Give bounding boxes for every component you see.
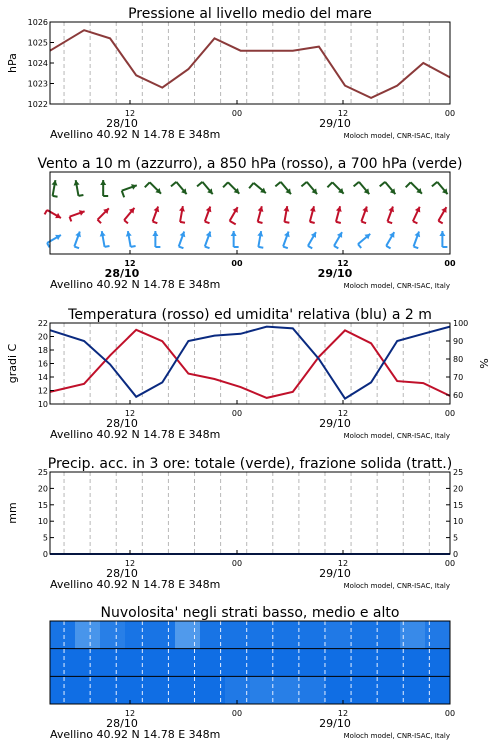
cloud-cell <box>200 649 225 677</box>
y-tick-label: 5 <box>42 533 48 543</box>
y-axis-label: hPa <box>6 53 19 73</box>
x-tick-label: 00 <box>231 559 243 568</box>
wind-feather <box>230 221 236 225</box>
wind-feather <box>105 246 110 247</box>
x-tick-label: 12 <box>337 109 349 118</box>
cloud-cell <box>275 649 300 677</box>
wind-feather <box>258 247 263 248</box>
x-date-label: 29/10 <box>319 117 351 130</box>
x-date-label: 28/10 <box>106 117 138 130</box>
wind-feather <box>387 222 392 224</box>
cloud-cell <box>200 676 225 704</box>
cloud-cell <box>275 676 300 704</box>
cloud-cell <box>50 676 75 704</box>
x-tick-label: 12 <box>337 409 349 418</box>
y-tick-label: 25 <box>37 468 48 477</box>
plot-frame <box>50 22 450 104</box>
wind-feather <box>283 247 288 249</box>
x-tick-label: 00 <box>231 259 243 268</box>
y2-tick-label: 90 <box>453 337 464 346</box>
cloud-cell <box>400 676 425 704</box>
wind-feather <box>361 222 366 224</box>
wind-feather <box>74 247 79 249</box>
y-tick-label: 1025 <box>27 38 48 48</box>
x-date-label: 29/10 <box>319 717 351 730</box>
wind-feather <box>438 221 442 224</box>
cloud-cell <box>100 621 125 649</box>
location-label: Avellino 40.92 N 14.78 E 348m <box>50 728 221 741</box>
cloud-cell <box>400 621 425 649</box>
wind-feather <box>171 182 176 186</box>
y-tick-label: 12 <box>37 386 48 396</box>
cloud-cell <box>425 621 450 649</box>
wind-feather <box>413 221 418 223</box>
wind-feather <box>153 222 158 224</box>
wind-feather <box>327 182 332 187</box>
wind-arrowhead <box>439 231 445 236</box>
plot-frame <box>50 472 450 554</box>
wind-feather <box>414 247 419 249</box>
x-tick-label: 12 <box>337 259 349 268</box>
x-tick-label: 00 <box>444 559 456 568</box>
panel-title: Vento a 10 m (azzurro), a 850 hPa (rosso), a 700 hPa (verde) <box>37 156 463 172</box>
x-date-label: 29/10 <box>319 567 351 580</box>
wind-feather <box>334 246 338 249</box>
wind-feather <box>275 182 280 186</box>
location-label: Avellino 40.92 N 14.78 E 348m <box>50 128 221 141</box>
x-tick-label: 00 <box>444 709 456 718</box>
wind-feather <box>336 222 341 223</box>
cloud-cell <box>375 676 400 704</box>
x-tick-label: 00 <box>444 409 456 418</box>
model-credit: Moloch model, CNR-ISAC, Italy <box>343 732 450 740</box>
y-tick-label: 1024 <box>27 59 48 68</box>
panel-cloud <box>50 605 455 741</box>
cloud-cell <box>300 621 325 649</box>
y-tick-label: 1026 <box>27 18 48 27</box>
cloud-cell <box>100 676 125 704</box>
x-tick-label: 00 <box>444 109 456 118</box>
y-tick-label: 10 <box>37 517 48 527</box>
panel-title: Pressione al livello medio del mare <box>128 6 372 22</box>
wind-feather <box>180 222 185 223</box>
cloud-cell <box>350 649 375 677</box>
y-tick-label: 1023 <box>27 79 48 89</box>
cloud-cell <box>50 649 75 677</box>
y2-tick-label: 25 <box>453 468 464 477</box>
y2-tick-label: 100 <box>453 319 469 328</box>
wind-feather <box>432 182 437 186</box>
cloud-cell <box>125 649 150 677</box>
cloud-cell <box>150 621 175 649</box>
x-date-label: 28/10 <box>106 567 138 580</box>
cloud-cell <box>375 649 400 677</box>
y-axis-label: gradi C <box>6 343 19 384</box>
series-line-0 <box>50 30 450 98</box>
cloud-cell <box>375 621 400 649</box>
location-label: Avellino 40.92 N 14.78 E 348m <box>50 578 221 591</box>
series-line-1 <box>50 327 450 399</box>
wind-feather <box>53 196 58 197</box>
y-tick-label: 1022 <box>27 100 48 109</box>
y2-tick-label: 10 <box>453 517 464 527</box>
wind-feather <box>47 243 50 247</box>
cloud-cell <box>250 621 275 649</box>
wind-feather <box>249 183 253 188</box>
x-date-label: 28/10 <box>106 717 138 730</box>
wind-feather <box>98 220 102 224</box>
y2-tick-label: 70 <box>453 373 464 382</box>
cloud-cell <box>75 621 100 649</box>
panel-title: Nuvolosita' negli strati basso, medio e alto <box>100 605 400 621</box>
model-credit: Moloch model, CNR-ISAC, Italy <box>343 582 450 590</box>
panel-title: Precip. acc. in 3 ore: totale (verde), frazione solida (tratt.) <box>47 456 453 472</box>
wind-arrowhead <box>100 180 106 185</box>
wind-feather <box>145 182 150 187</box>
x-tick-label: 12 <box>124 559 136 568</box>
location-label: Avellino 40.92 N 14.78 E 348m <box>50 428 221 441</box>
y-tick-label: 20 <box>37 484 48 494</box>
x-date-label: 29/10 <box>317 267 353 280</box>
cloud-cell <box>300 676 325 704</box>
wind-feather <box>45 210 48 214</box>
y-axis-label: mm <box>6 502 19 524</box>
y-tick-label: 22 <box>37 319 48 328</box>
y2-axis-label: % <box>478 358 491 369</box>
cloud-cell <box>275 621 300 649</box>
y-tick-label: 15 <box>37 500 48 510</box>
y2-tick-label: 15 <box>453 500 464 510</box>
cloud-cell <box>175 676 200 704</box>
wind-feather <box>70 217 72 222</box>
y-tick-label: 0 <box>42 550 48 559</box>
wind-feather <box>131 246 136 247</box>
wind-feather <box>284 222 289 223</box>
cloud-cell <box>425 649 450 677</box>
wind-feather <box>308 246 312 249</box>
y-tick-label: 16 <box>37 359 48 369</box>
cloud-cell <box>250 676 275 704</box>
wind-feather <box>406 182 411 187</box>
wind-feather <box>179 247 184 249</box>
x-tick-label: 12 <box>337 559 349 568</box>
x-tick-label: 12 <box>124 409 136 418</box>
cloud-cell <box>325 649 350 677</box>
y2-tick-label: 5 <box>453 533 459 543</box>
x-date-label: 28/10 <box>104 267 140 280</box>
x-tick-label: 00 <box>231 709 243 718</box>
cloud-cell <box>75 649 100 677</box>
cloud-cell <box>250 649 275 677</box>
wind-feather <box>197 182 202 186</box>
wind-feather <box>78 195 83 196</box>
model-credit: Moloch model, CNR-ISAC, Italy <box>343 282 450 290</box>
model-credit: Moloch model, CNR-ISAC, Italy <box>343 432 450 440</box>
wind-feather <box>358 244 361 248</box>
wind-feather <box>205 247 210 249</box>
cloud-cell <box>75 676 100 704</box>
cloud-cell <box>150 649 175 677</box>
wind-feather <box>380 182 385 186</box>
x-tick-label: 00 <box>231 109 243 118</box>
cloud-cell <box>150 676 175 704</box>
cloud-cell <box>425 676 450 704</box>
y2-tick-label: 80 <box>453 355 464 364</box>
x-tick-label: 00 <box>444 259 456 268</box>
x-tick-label: 12 <box>124 709 136 718</box>
location-label: Avellino 40.92 N 14.78 E 348m <box>50 278 221 291</box>
wind-feather <box>386 246 390 249</box>
panel-temp_rh <box>6 307 491 441</box>
y-tick-label: 18 <box>37 346 48 355</box>
x-date-label: 29/10 <box>319 417 351 430</box>
panel-pressure <box>6 6 455 141</box>
y-tick-label: 20 <box>37 332 48 342</box>
y2-tick-label: 20 <box>453 484 464 494</box>
y-tick-label: 14 <box>37 373 48 382</box>
wind-feather <box>301 182 306 186</box>
x-tick-label: 12 <box>337 709 349 718</box>
cloud-cell <box>100 649 125 677</box>
cloud-cell <box>125 676 150 704</box>
wind-feather <box>258 222 263 223</box>
cloud-cell <box>300 649 325 677</box>
cloud-cell <box>175 621 200 649</box>
cloud-cell <box>125 621 150 649</box>
cloud-cell <box>175 649 200 677</box>
cloud-cell <box>350 676 375 704</box>
x-tick-label: 00 <box>231 409 243 418</box>
x-date-label: 28/10 <box>106 417 138 430</box>
wind-feather <box>310 222 315 223</box>
wind-feather <box>124 220 128 223</box>
panel-precip <box>6 456 463 591</box>
cloud-cell <box>350 621 375 649</box>
cloud-cell <box>200 621 225 649</box>
cloud-cell <box>50 621 75 649</box>
panel-title: Temperatura (rosso) ed umidita' relativa (blu) a 2 m <box>68 307 432 323</box>
cloud-cell <box>400 649 425 677</box>
wind-arrowhead <box>231 231 237 236</box>
wind-feather <box>223 182 228 187</box>
model-credit: Moloch model, CNR-ISAC, Italy <box>343 132 450 140</box>
x-tick-label: 12 <box>124 109 136 118</box>
cloud-cell <box>325 621 350 649</box>
cloud-cell <box>325 676 350 704</box>
x-tick-label: 12 <box>124 259 136 268</box>
y2-tick-label: 60 <box>453 391 464 400</box>
y-tick-label: 10 <box>37 400 48 409</box>
y2-tick-label: 0 <box>453 550 459 559</box>
panel-wind <box>37 156 462 291</box>
wind-feather <box>122 191 124 198</box>
wind-arrowhead <box>152 231 158 236</box>
wind-feather <box>205 222 210 224</box>
wind-feather <box>354 182 359 186</box>
